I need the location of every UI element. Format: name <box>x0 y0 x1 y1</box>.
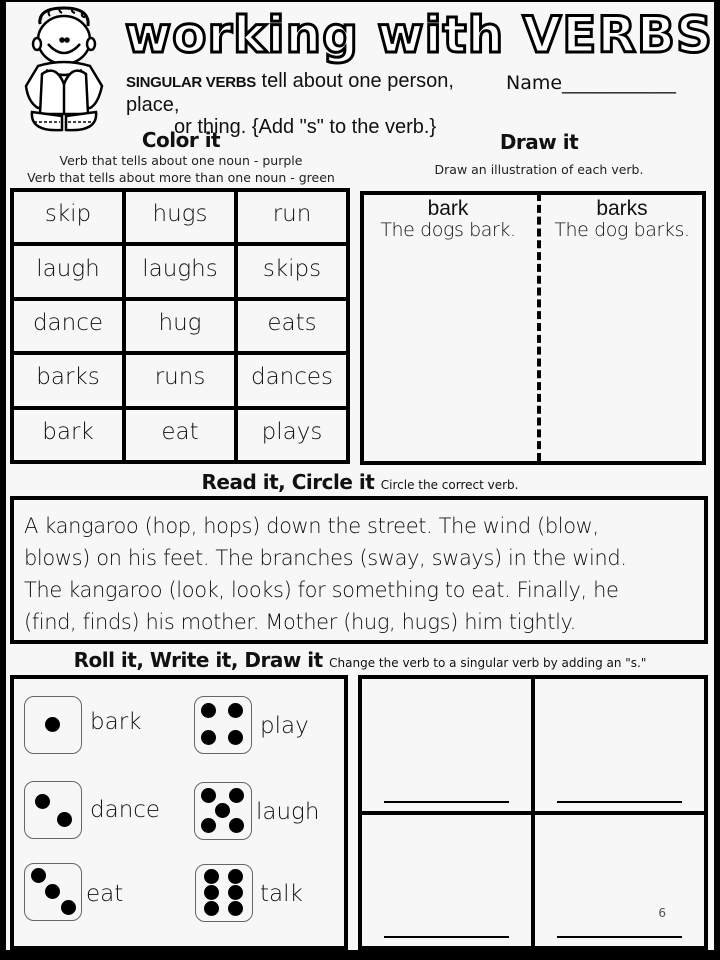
draw-it-instruction: Draw an illustration of each verb. <box>434 162 644 177</box>
passage-line[interactable]: A kangaroo (hop, hops) down the street. The wind (blow, <box>24 514 599 538</box>
die-word: bark <box>90 709 142 735</box>
verb-cell[interactable]: skip <box>14 192 122 242</box>
instruction-green: Verb that tells about more than one noun - green <box>27 170 335 185</box>
name-field[interactable]: Name____________ <box>506 72 677 94</box>
verb-cell[interactable]: eats <box>238 301 346 351</box>
write-draw-cell[interactable] <box>362 815 531 947</box>
draw-sentence: The dog barks. <box>554 219 690 241</box>
die-word: dance <box>90 797 161 823</box>
verb-cell[interactable]: hug <box>126 301 234 351</box>
verb-cell[interactable]: hugs <box>126 192 234 242</box>
intro-line-2: or thing. {Add "s" to the verb.} <box>174 116 437 138</box>
passage-line[interactable]: (find, finds) his mother. Mother (hug, hugs) him tightly. <box>24 610 576 634</box>
die-one-icon <box>24 696 82 754</box>
draw-it-box[interactable] <box>360 191 706 465</box>
verb-cell[interactable]: dance <box>14 301 122 351</box>
passage-line[interactable]: The kangaroo (look, looks) for something to eat. Finally, he <box>24 578 619 602</box>
write-draw-cell[interactable] <box>535 679 704 811</box>
roll-it-heading-row <box>6 648 714 672</box>
color-it-grid <box>10 188 350 464</box>
roll-it-heading: Roll it, Write it, Draw it <box>73 648 323 672</box>
die-word: eat <box>86 881 124 907</box>
die-word: laugh <box>256 799 320 825</box>
worksheet-title: working with VERBS <box>124 6 714 64</box>
die-word: talk <box>260 881 303 907</box>
read-it-heading: Read it, Circle it <box>201 470 375 494</box>
die-four-icon <box>194 696 252 754</box>
draw-sentence: The dogs bark. <box>380 219 516 241</box>
verb-cell[interactable]: bark <box>14 410 122 460</box>
dice-key-box <box>10 675 348 950</box>
verb-cell[interactable]: eat <box>126 410 234 460</box>
draw-column-right[interactable] <box>538 199 706 241</box>
read-it-heading-row <box>6 470 714 494</box>
intro-line-1: tell about one person, place, <box>126 70 454 116</box>
singular-verbs-label: SINGULAR VERBS <box>126 74 256 91</box>
verb-cell[interactable]: plays <box>238 410 346 460</box>
verb-cell[interactable]: barks <box>14 355 122 405</box>
write-line[interactable] <box>384 936 509 938</box>
draw-it-heading: Draw it <box>499 130 579 154</box>
draw-column-left[interactable] <box>364 199 532 241</box>
verb-cell[interactable]: runs <box>126 355 234 405</box>
write-draw-grid <box>358 675 708 950</box>
roll-it-instruction: Change the verb to a singular verb by adding an "s." <box>329 656 647 670</box>
passage-line[interactable]: blows) on his feet. The branches (sway, sways) in the wind. <box>24 546 627 570</box>
die-three-icon <box>24 863 82 921</box>
verb-cell[interactable]: skips <box>238 246 346 296</box>
verb-cell[interactable]: laugh <box>14 246 122 296</box>
worksheet-page <box>6 2 714 950</box>
write-line[interactable] <box>384 801 509 803</box>
die-five-icon <box>194 782 252 840</box>
verb-cell[interactable]: laughs <box>126 246 234 296</box>
page-number: 6 <box>658 906 666 920</box>
write-line[interactable] <box>557 801 682 803</box>
write-line[interactable] <box>557 936 682 938</box>
read-it-passage <box>10 496 708 644</box>
draw-verb: barks <box>596 197 648 220</box>
write-draw-cell[interactable] <box>362 679 531 811</box>
draw-verb: bark <box>427 197 469 220</box>
read-it-instruction: Circle the correct verb. <box>380 478 519 492</box>
instruction-purple: Verb that tells about one noun - purple <box>59 153 303 168</box>
verb-cell[interactable]: run <box>238 192 346 242</box>
verb-cell[interactable]: dances <box>238 355 346 405</box>
color-it-heading: Color it <box>141 128 221 152</box>
die-word: play <box>260 713 309 739</box>
write-draw-cell[interactable] <box>535 815 704 947</box>
die-six-icon <box>195 864 253 922</box>
kid-clipart-icon <box>10 4 118 136</box>
die-two-icon <box>24 781 82 839</box>
color-it-instructions <box>6 152 356 186</box>
